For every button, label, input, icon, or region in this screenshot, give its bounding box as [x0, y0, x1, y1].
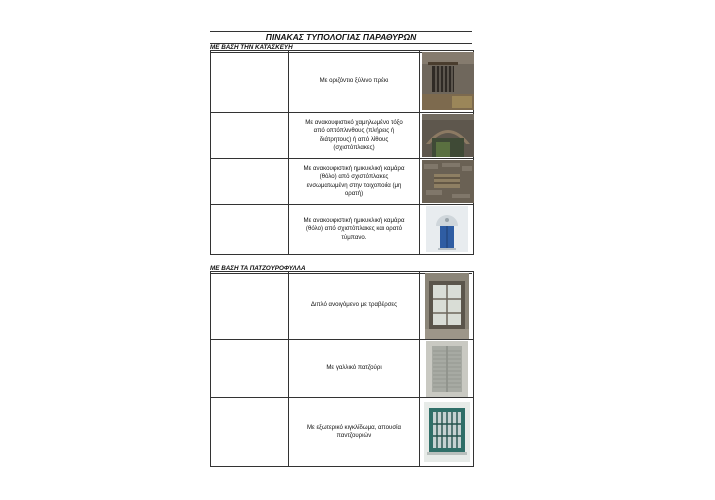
window-visible-tympanum-photo	[426, 206, 468, 252]
photo-cell	[420, 272, 473, 339]
photo-cell	[420, 159, 473, 204]
section-label-shutters: ΜΕ ΒΑΣΗ ΤΑ ΠΑΤΖΟΥΡΟΦΥΛΛΑ	[210, 264, 472, 274]
empty-cell	[211, 113, 289, 158]
row-description: Με ανακουφιστικό χαμηλωμένο τόξο από οπτόπλινθους (πλήρεις ή διάτρητους) ή από λίθους (σχιστόπλακες)	[289, 113, 420, 158]
empty-cell	[211, 205, 289, 254]
window-french-shutter-photo	[426, 341, 468, 397]
row-description: Με εξωτερικό κιγκλίδωμα, απουσία παντζουριών	[289, 398, 420, 466]
photo-cell	[420, 398, 473, 466]
window-hidden-vault-photo	[422, 160, 474, 203]
empty-cell	[211, 340, 289, 397]
construction-table	[210, 50, 474, 255]
table-row	[211, 398, 473, 466]
table-row	[211, 51, 473, 113]
window-brick-arch-photo	[422, 114, 474, 157]
photo-cell	[420, 113, 473, 158]
empty-cell	[211, 398, 289, 466]
row-description: Με ανακουφιστική ημικυκλική καμάρα (θόλο) από σχιστόπλακες και ορατό τύμπανο.	[289, 205, 420, 254]
table-row	[211, 113, 473, 159]
row-description: Με γαλλικό πατζούρι	[289, 340, 420, 397]
photo-cell	[420, 51, 473, 112]
table-row	[211, 340, 473, 398]
window-wooden-lintel-photo	[422, 52, 474, 110]
photo-cell	[420, 340, 473, 397]
table-row	[211, 272, 473, 340]
table-row	[211, 205, 473, 254]
empty-cell	[211, 272, 289, 339]
row-description: Με ανακουφιστική ημικυκλική καμάρα (θόλο) από σχιστόπλακες ενσωματωμένη στην τοιχοποιία (μη ορατή)	[289, 159, 420, 204]
window-iron-railing-photo	[424, 402, 470, 462]
window-double-traverse-photo	[425, 273, 469, 339]
table-row	[211, 159, 473, 205]
photo-cell	[420, 205, 473, 254]
empty-cell	[211, 159, 289, 204]
section-label-construction: ΜΕ ΒΑΣΗ ΤΗΝ ΚΑΤΑΣΚΕΥΗ	[210, 43, 472, 53]
table-title: ΠΙΝΑΚΑΣ ΤΥΠΟΛΟΓΙΑΣ ΠΑΡΑΘΥΡΩΝ	[210, 31, 472, 44]
row-description: Διπλό ανοιγόμενο με τραβέρσες	[289, 272, 420, 339]
empty-cell	[211, 51, 289, 112]
shutters-table	[210, 271, 474, 467]
row-description: Με οριζόντιο ξύλινο πρέκι	[289, 51, 420, 112]
